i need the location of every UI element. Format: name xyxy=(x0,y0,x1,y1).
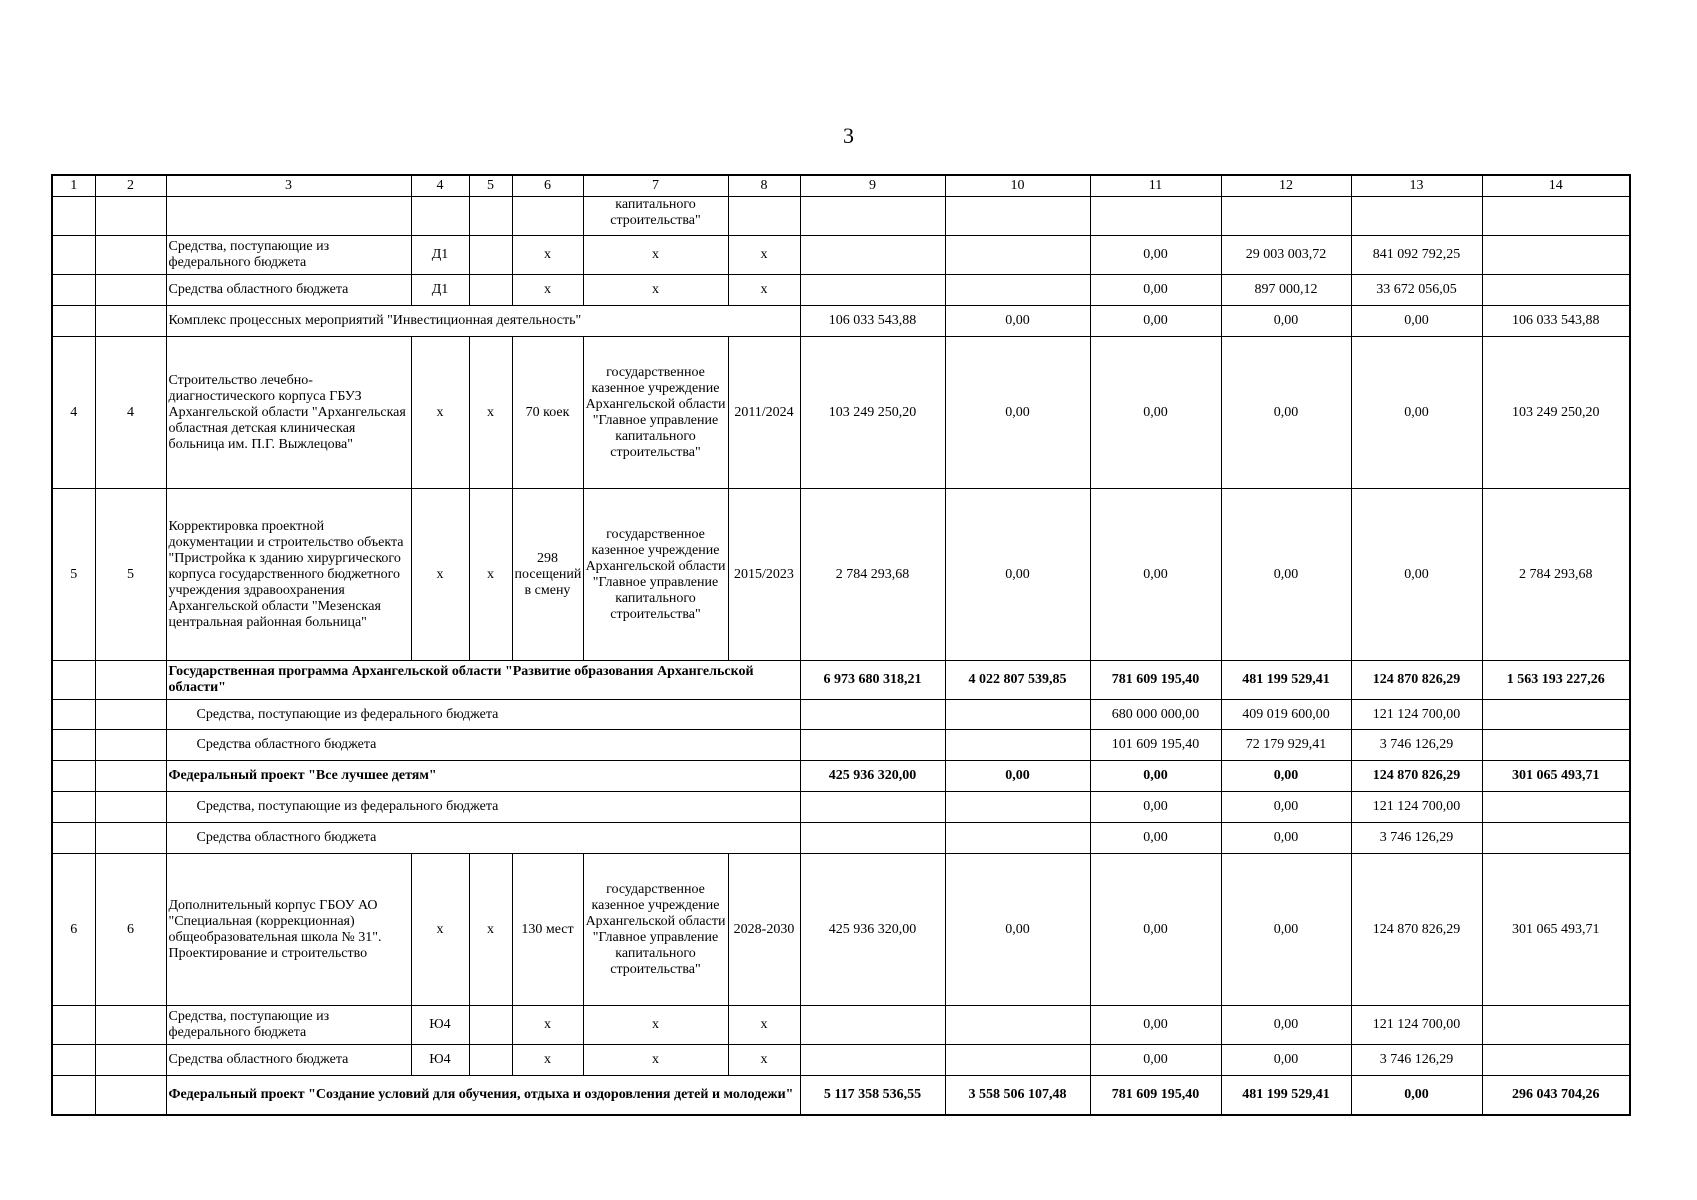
cell-value: 897 000,12 xyxy=(1221,275,1351,306)
cell-value: 0,00 xyxy=(1090,1045,1221,1076)
header-row xyxy=(52,175,1630,197)
cell-value: 781 609 195,40 xyxy=(1090,1076,1221,1115)
cell-value: 106 033 543,88 xyxy=(800,306,945,337)
cell-value: 0,00 xyxy=(1351,489,1482,661)
cell-value: 0,00 xyxy=(1090,823,1221,854)
cell-name: Средства, поступающие из федерального бюджета xyxy=(166,236,411,275)
cell-code: х xyxy=(411,854,469,1006)
table-row xyxy=(52,236,1630,275)
cell-capacity: х xyxy=(512,275,583,306)
cell-value: 301 065 493,71 xyxy=(1482,761,1630,792)
cell-value: 0,00 xyxy=(1351,1076,1482,1115)
cell-code: Ю4 xyxy=(411,1006,469,1045)
cell-code: х xyxy=(411,489,469,661)
col-header: 2 xyxy=(95,175,166,197)
col-header: 7 xyxy=(583,175,728,197)
table-row xyxy=(52,197,1630,236)
table-row xyxy=(52,761,1630,792)
col-header: 14 xyxy=(1482,175,1630,197)
cell-period: х xyxy=(728,1045,800,1076)
cell-value: 0,00 xyxy=(1221,306,1351,337)
table-row xyxy=(52,489,1630,661)
table-row xyxy=(52,823,1630,854)
cell-name: Средства областного бюджета xyxy=(166,1045,411,1076)
cell-value: 103 249 250,20 xyxy=(800,337,945,489)
col-header: 11 xyxy=(1090,175,1221,197)
cell-value: 0,00 xyxy=(1221,1006,1351,1045)
cell-value: 841 092 792,25 xyxy=(1351,236,1482,275)
cell-name: Федеральный проект "Создание условий для обучения, отдыха и оздоровления детей и молодежи" xyxy=(166,1076,800,1115)
cell-value: 121 124 700,00 xyxy=(1351,1006,1482,1045)
cell-name: Средства, поступающие из федерального бюджета xyxy=(166,792,800,823)
cell-name: Корректировка проектной документации и строительство объекта "Пристройка к зданию хирургического корпуса государственного бюджетного учреждения здравоохранения Архангельской области "Мезенская центральная районная больница" xyxy=(166,489,411,661)
cell-capacity: 70 коек xyxy=(512,337,583,489)
col-header: 8 xyxy=(728,175,800,197)
table-row xyxy=(52,1045,1630,1076)
cell-value: 0,00 xyxy=(1221,823,1351,854)
cell-value: 33 672 056,05 xyxy=(1351,275,1482,306)
cell-value: 3 746 126,29 xyxy=(1351,1045,1482,1076)
cell-period: 2011/2024 xyxy=(728,337,800,489)
col-header: 10 xyxy=(945,175,1090,197)
cell-name: Средства областного бюджета xyxy=(166,730,800,761)
cell-capacity: 298 посещений в смену xyxy=(512,489,583,661)
cell-value: 0,00 xyxy=(1221,761,1351,792)
cell-value: 0,00 xyxy=(1090,275,1221,306)
col-header: 5 xyxy=(469,175,512,197)
cell-executor: х xyxy=(583,1045,728,1076)
cell-name: Средства областного бюджета xyxy=(166,823,800,854)
budget-table xyxy=(51,174,1631,1116)
cell-code: Д1 xyxy=(411,275,469,306)
cell-capacity: х xyxy=(512,1006,583,1045)
table-row xyxy=(52,730,1630,761)
cell-value: 6 973 680 318,21 xyxy=(800,661,945,700)
cell-code: Ю4 xyxy=(411,1045,469,1076)
cell-index: 4 xyxy=(95,337,166,489)
cell-value: 0,00 xyxy=(945,306,1090,337)
cell-value: 680 000 000,00 xyxy=(1090,700,1221,730)
cell-value: 2 784 293,68 xyxy=(1482,489,1630,661)
cell-index: 4 xyxy=(52,337,95,489)
cell-value: 3 746 126,29 xyxy=(1351,730,1482,761)
cell-value: 0,00 xyxy=(1090,854,1221,1006)
cell-value: 481 199 529,41 xyxy=(1221,661,1351,700)
cell-value: 0,00 xyxy=(945,761,1090,792)
cell-value: 29 003 003,72 xyxy=(1221,236,1351,275)
table-row xyxy=(52,792,1630,823)
cell-value: 0,00 xyxy=(1221,792,1351,823)
cell-value: 4 022 807 539,85 xyxy=(945,661,1090,700)
cell-value: 72 179 929,41 xyxy=(1221,730,1351,761)
col-header: 3 xyxy=(166,175,411,197)
cell-value: 101 609 195,40 xyxy=(1090,730,1221,761)
cell-mark: х xyxy=(469,337,512,489)
cell-value: 0,00 xyxy=(945,489,1090,661)
cell-value: 301 065 493,71 xyxy=(1482,854,1630,1006)
cell-code: Д1 xyxy=(411,236,469,275)
table-row xyxy=(52,854,1630,1006)
col-header: 12 xyxy=(1221,175,1351,197)
cell-value: 0,00 xyxy=(1221,489,1351,661)
cell-value: 0,00 xyxy=(1221,1045,1351,1076)
cell-value: 0,00 xyxy=(1090,1006,1221,1045)
cell-executor: государственное казенное учреждение Архангельской области "Главное управление капитального строительства" xyxy=(583,337,728,489)
cell-period: 2015/2023 xyxy=(728,489,800,661)
table-row xyxy=(52,306,1630,337)
col-header: 1 xyxy=(52,175,95,197)
cell-value: 296 043 704,26 xyxy=(1482,1076,1630,1115)
cell-index: 5 xyxy=(52,489,95,661)
cell-value: 3 558 506 107,48 xyxy=(945,1076,1090,1115)
cell-value: 0,00 xyxy=(1221,337,1351,489)
cell-executor: государственное казенное учреждение Архангельской области "Главное управление капитального строительства" xyxy=(583,854,728,1006)
cell-index: 6 xyxy=(52,854,95,1006)
cell-index: 6 xyxy=(95,854,166,1006)
cell-capacity: х xyxy=(512,1045,583,1076)
cell-value: 0,00 xyxy=(1090,489,1221,661)
table-row xyxy=(52,337,1630,489)
table-row xyxy=(52,1076,1630,1115)
col-header: 9 xyxy=(800,175,945,197)
cell-name: Комплекс процессных мероприятий "Инвестиционная деятельность" xyxy=(166,306,800,337)
cell-executor: х xyxy=(583,1006,728,1045)
cell-value: 121 124 700,00 xyxy=(1351,792,1482,823)
cell-value: 103 249 250,20 xyxy=(1482,337,1630,489)
cell-mark: х xyxy=(469,854,512,1006)
cell-name: Средства, поступающие из федерального бюджета xyxy=(166,700,800,730)
cell-value: 124 870 826,29 xyxy=(1351,854,1482,1006)
cell-period: х xyxy=(728,275,800,306)
cell-value: 409 019 600,00 xyxy=(1221,700,1351,730)
cell-executor: капитального строительства" xyxy=(583,197,728,236)
page-number: 3 xyxy=(843,123,854,148)
cell-value: 124 870 826,29 xyxy=(1351,761,1482,792)
cell-code: х xyxy=(411,337,469,489)
cell-value: 1 563 193 227,26 xyxy=(1482,661,1630,700)
cell-name: Строительство лечебно-диагностического корпуса ГБУЗ Архангельской области "Архангельская областная детская клиническая больница им. П.Г. Выжлецова" xyxy=(166,337,411,489)
cell-name: Дополнительный корпус ГБОУ АО "Специальная (коррекционная) общеобразовательная школа № 31". Проектирование и строительство xyxy=(166,854,411,1006)
cell-capacity: 130 мест xyxy=(512,854,583,1006)
col-header: 4 xyxy=(411,175,469,197)
cell-executor: х xyxy=(583,236,728,275)
cell-value: 0,00 xyxy=(1090,792,1221,823)
table-row xyxy=(52,700,1630,730)
cell-value: 481 199 529,41 xyxy=(1221,1076,1351,1115)
cell-value: 425 936 320,00 xyxy=(800,854,945,1006)
cell-index: 5 xyxy=(95,489,166,661)
cell-value: 2 784 293,68 xyxy=(800,489,945,661)
cell-value: 124 870 826,29 xyxy=(1351,661,1482,700)
table-row xyxy=(52,1006,1630,1045)
cell-executor: государственное казенное учреждение Архангельской области "Главное управление капитального строительства" xyxy=(583,489,728,661)
cell-value: 0,00 xyxy=(1090,761,1221,792)
cell-name: Государственная программа Архангельской области "Развитие образования Архангельской области" xyxy=(166,661,800,700)
cell-name: Средства областного бюджета xyxy=(166,275,411,306)
cell-executor: х xyxy=(583,275,728,306)
cell-period: х xyxy=(728,1006,800,1045)
cell-name: Федеральный проект "Все лучшее детям" xyxy=(166,761,800,792)
cell-value: 106 033 543,88 xyxy=(1482,306,1630,337)
cell-value: 0,00 xyxy=(945,337,1090,489)
col-header: 6 xyxy=(512,175,583,197)
cell-value: 121 124 700,00 xyxy=(1351,700,1482,730)
cell-capacity: х xyxy=(512,236,583,275)
cell-value: 0,00 xyxy=(945,854,1090,1006)
cell-value: 0,00 xyxy=(1351,337,1482,489)
table-row xyxy=(52,275,1630,306)
col-header: 13 xyxy=(1351,175,1482,197)
cell-period: х xyxy=(728,236,800,275)
cell-value: 0,00 xyxy=(1090,236,1221,275)
cell-value: 0,00 xyxy=(1090,306,1221,337)
cell-mark: х xyxy=(469,489,512,661)
cell-name: Средства, поступающие из федерального бюджета xyxy=(166,1006,411,1045)
cell-value: 0,00 xyxy=(1351,306,1482,337)
cell-value: 0,00 xyxy=(1090,337,1221,489)
table-row xyxy=(52,661,1630,700)
cell-value: 0,00 xyxy=(1221,854,1351,1006)
cell-period: 2028-2030 xyxy=(728,854,800,1006)
cell-value: 3 746 126,29 xyxy=(1351,823,1482,854)
cell-value: 5 117 358 536,55 xyxy=(800,1076,945,1115)
cell-value: 781 609 195,40 xyxy=(1090,661,1221,700)
cell-value: 425 936 320,00 xyxy=(800,761,945,792)
